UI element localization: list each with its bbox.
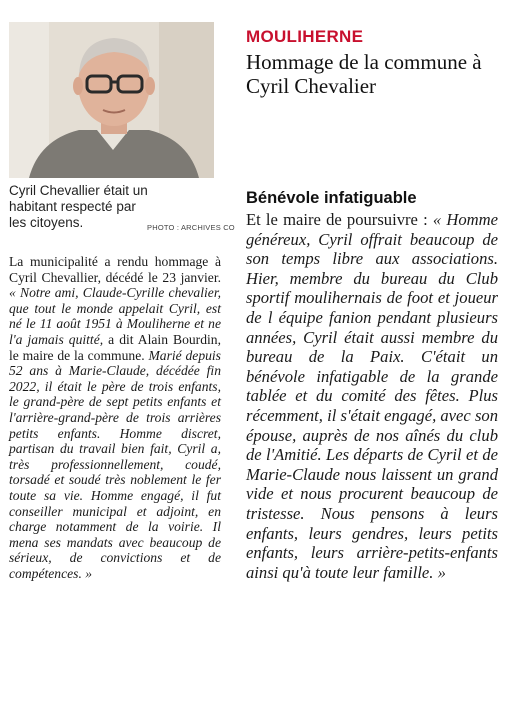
right-intro-text: Et le maire de poursuivre : — [246, 210, 433, 229]
article-column-left — [9, 254, 221, 581]
quote-text-continued: Marié depuis 52 ans à Marie-Claude, décédée fin 2022, il était le père de trois enfants, le grand-père de sept petits enfants et l'arrière-grand-père de trois arrières petits enfants. Homme discret, partisan du travail bien fait, Cyril a, très professionnellement, coudé, torsadé et soudé très noblement le fer toute sa vie. Homme engagé, il fut conseiller municipal et adjoint, en charge notamment de la voirie. Il mena ses mandats avec beaucoup de sérieux, de convictions et de compétences. » — [9, 347, 221, 581]
photo-credit: PHOTO : ARCHIVES CO — [147, 223, 235, 232]
attribution-text: a dit Alain Bourdin, le maire de la commune. — [9, 331, 221, 363]
article-column-right — [246, 210, 498, 582]
quote-text: « Notre ami, Claude-Cyrille chevalier, que tout le monde appelait Cyril, est né le 11 août 1951 à Mouliherne et ne l'a jamais quitté, — [9, 285, 221, 347]
section-subhead: Bénévole infatiguable — [246, 189, 417, 207]
article-headline: Hommage de la commune à Cyril Chevalier — [246, 50, 482, 98]
intro-text: La municipalité a rendu hommage à Cyril Chevallier, décédé le 23 janvier. — [9, 254, 221, 285]
portrait-photo — [9, 22, 214, 178]
portrait-illustration — [9, 22, 214, 178]
section-kicker: MOULIHERNE — [246, 27, 364, 46]
photo-caption: Cyril Chevallier était un habitant respecté par les citoyens. — [9, 183, 148, 230]
right-quote-text: « Homme généreux, Cyril offrait beaucoup de son temps libre aux associations. Hier, membre du bureau du Club sportif moulihernais de foot et joueur de l équipe fanion pendant plusieurs années, Cyril était aussi membre du bureau de la Paix. C'était un bénévole infatigable de la grande tablée et du comité des fêtes. Plus récemment, il s'était engagé, avec son épouse, auprès de nos aînés du club de l'Amitié. Les départs de Cyril et de Marie-Claude nous laissent un grand vide et nous procurent beaucoup de tristesse. Nous pensons à leurs enfants, leurs gendres, leurs petits enfants, leurs arrière-petits-enfants ainsi qu'à toute leur famille. » — [246, 210, 498, 582]
